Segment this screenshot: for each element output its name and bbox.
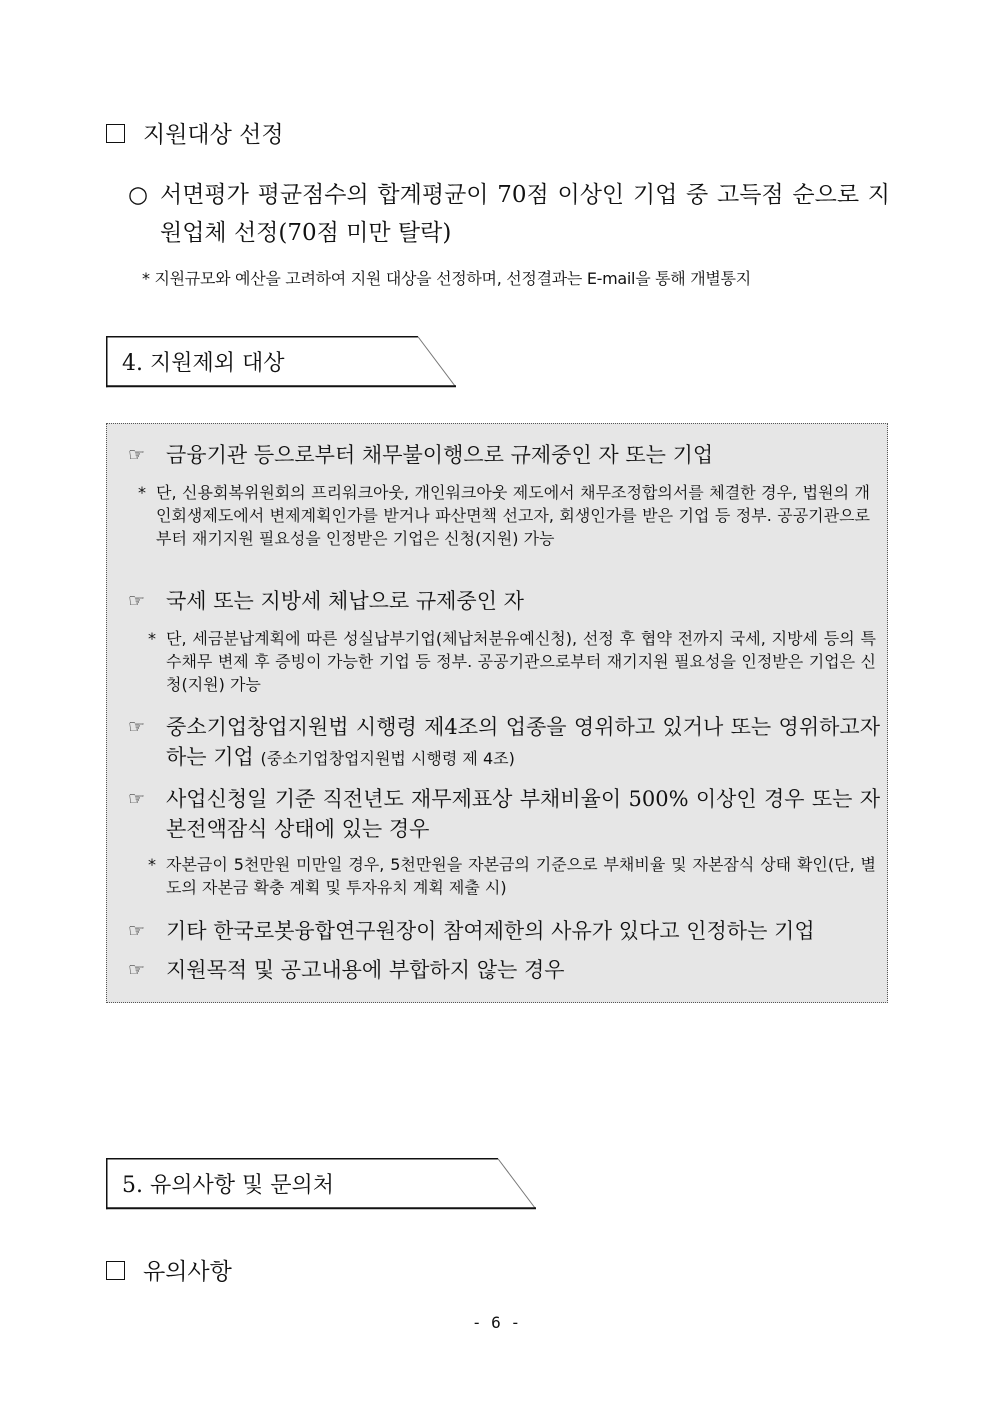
checkbox-square-icon: [106, 1261, 125, 1280]
exclusion-note-text: 단, 세금분납계획에 따른 성실납부기업(체납처분유예신청), 선정 후 협약 전까지 국세, 지방세 등의 특수채무 변제 후 증빙이 가능한 기업 등 정부. 공공기관으로부터 재기지원 필요성을 인정받은 기업은 신청(지원) 가능: [166, 629, 876, 694]
exclusion-note: [148, 853, 876, 899]
exclusion-item-text: [166, 712, 880, 774]
exclusion-note-text: 단, 신용회복위원회의 프리워크아웃, 개인워크아웃 제도에서 채무조정합의서를 체결한 경우, 법원의 개인회생제도에서 변제계획인가를 받거나 파산면책 선고자, 회생인가를 받은 기업 등 정부. 공공기관으로부터 재기지원 필요성을 인정받은 기업은 신청(지원) 가능: [156, 483, 870, 548]
exclusion-item-reference: (중소기업창업지원법 시행령 제 4조): [260, 749, 515, 768]
exclusion-item: [128, 712, 880, 774]
exclusion-item-text: 지원목적 및 공고내용에 부합하지 않는 경우: [166, 958, 565, 982]
selection-heading: [106, 116, 284, 149]
section-5-title: [106, 1158, 538, 1208]
section-5-title-text: 5. 유의사항 및 문의처: [122, 1173, 334, 1198]
pointing-hand-icon: ☞: [128, 716, 146, 738]
exclusion-item: [128, 586, 880, 616]
asterisk-icon: *: [138, 483, 146, 502]
exclusion-note: [148, 627, 876, 696]
exclusion-item-text: 금융기관 등으로부터 채무불이행으로 규제중인 자 또는 기업: [166, 443, 714, 467]
page-number: - 6 -: [471, 1313, 521, 1332]
exclusion-item-text: 사업신청일 기준 직전년도 재무제표상 부채비율이 500% 이상인 경우 또는 자본전액잠식 상태에 있는 경우: [166, 787, 880, 841]
pointing-hand-icon: ☞: [128, 444, 146, 466]
exclusion-item-text: 기타 한국로봇융합연구원장이 참여제한의 사유가 있다고 인정하는 기업: [166, 919, 815, 943]
pointing-hand-icon: ☞: [128, 920, 146, 942]
exclusion-note: [138, 481, 870, 550]
section-4-title-text: 4. 지원제외 대상: [122, 351, 285, 376]
exclusion-item-text: 국세 또는 지방세 체납으로 규제중인 자: [166, 589, 524, 613]
asterisk-icon: *: [148, 629, 156, 648]
selection-criteria-text: 서면평가 평균점수의 합계평균이 70점 이상인 기업 중 고득점 순으로 지원업체 선정(70점 미만 탈락): [160, 182, 890, 246]
pointing-hand-icon: ☞: [128, 590, 146, 612]
checkbox-square-icon: [106, 124, 125, 143]
exclusion-item: [128, 955, 880, 985]
selection-criteria: [128, 176, 890, 252]
notice-heading: [106, 1253, 232, 1286]
exclusion-item: [128, 916, 880, 946]
pointing-hand-icon: ☞: [128, 959, 146, 981]
exclusion-note-text: 자본금이 5천만원 미만일 경우, 5천만원을 자본금의 기준으로 부채비율 및 자본잠식 상태 확인(단, 별도의 자본금 확충 계획 및 투자유치 계획 제출 시): [166, 855, 876, 897]
circle-bullet-icon: ○: [128, 182, 149, 208]
notice-heading-text: 유의사항: [143, 1259, 232, 1285]
exclusion-item: [128, 440, 880, 470]
exclusion-item-main-text: 중소기업창업지원법 시행령 제4조의 업종을 영위하고 있거나 또는 영위하고자 하는 기업: [166, 715, 880, 769]
section-4-title: [106, 336, 458, 386]
pointing-hand-icon: ☞: [128, 788, 146, 810]
exclusion-item: [128, 784, 880, 844]
asterisk-icon: *: [148, 855, 156, 874]
selection-heading-text: 지원대상 선정: [143, 122, 284, 148]
selection-note: * 지원규모와 예산을 고려하여 지원 대상을 선정하며, 선정결과는 E-mail을 통해 개별통지: [142, 269, 751, 288]
